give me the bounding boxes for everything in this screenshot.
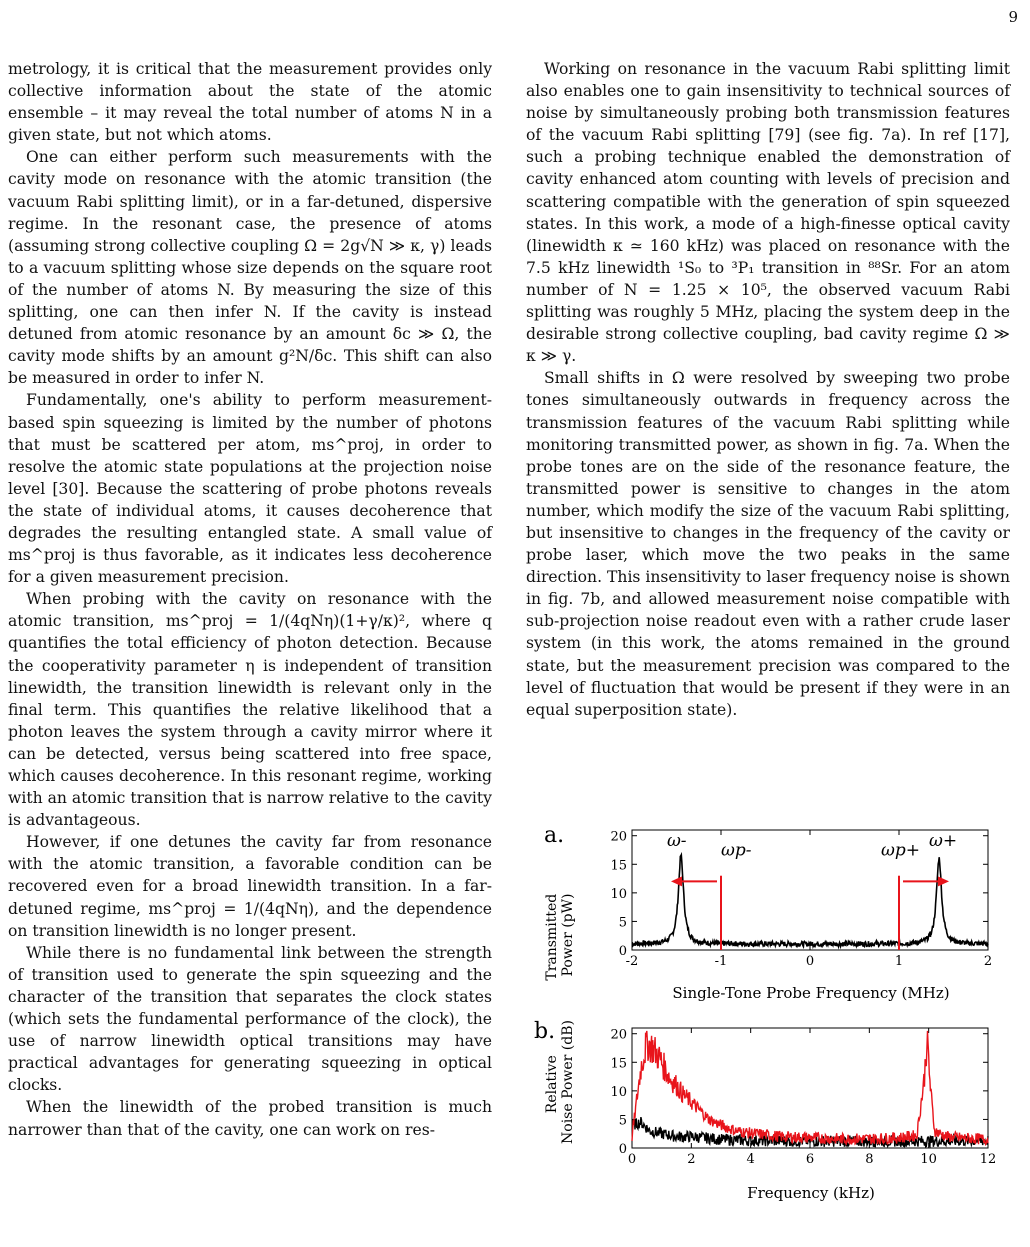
panel-a-label: a. <box>544 823 565 848</box>
paragraph: Small shifts in Ω were resolved by sweeping two probe tones simultaneously outwards in frequency across the transmission features of the vacuum Rabi splitting while monitoring transmitted power, as shown in fig. 7a. When the probe tones are on the side of the resonance feature, the transmitted power is sensitive to changes in the atom number, which modify the size of the vacuum Rabi splitting, but insensitive to changes in the frequency of the cavity or probe laser, which move the two peaks in the same direction. This insensitivity to laser frequency noise is shown in fig. 7b, and allowed measurement noise compatible with sub-projection noise readout even with a rather crude laser system (in this work, the atoms remained in the ground state, but the measurement precision was compared to the level of fluctuation that would be present if they were in an equal superposition state). <box>526 369 1010 719</box>
figure-svg <box>526 820 1026 1240</box>
x-tick-label: 2 <box>687 1152 696 1167</box>
page-number: 9 <box>1008 8 1018 26</box>
panel-a-ylabel-line2: Power (pW) <box>560 893 576 977</box>
transmission-trace <box>632 855 988 947</box>
probe-arrow-head <box>938 876 949 886</box>
paragraph: metrology, it is critical that the measurement provides only collective information about the state of the atomic ensemble – it may reveal the total number of atoms N in a given state, but not which atoms. <box>8 60 492 145</box>
x-tick-label: 4 <box>746 1152 755 1167</box>
panel-b-label: b. <box>534 1019 556 1044</box>
peak-label: ω+ <box>929 831 958 851</box>
paragraph: While there is no fundamental link between the strength of transition used to generate the spin squeezing and the character of the transition that separates the clock states (which sets the fundamental performance of the clock), the use of narrow linewidth optical transitions may have practical advantages for generating squeezing in optical clocks. <box>8 943 492 1095</box>
peak-label: ω- <box>666 831 687 851</box>
paragraph: Fundamentally, one's ability to perform measurement-based spin squeezing is limited by the number of photons that must be scattered per atom, ms^proj, in order to resolve the atomic state populations at the projection noise level [30]. Because the scattering of probe photons reveals the state of individual atoms, it causes decoherence that degrades the resulting entangled state. A small value of ms^proj is thus favorable, as it indicates less decoherence for a given measurement precision. <box>8 391 492 587</box>
right-column <box>526 58 1010 721</box>
paragraph: However, if one detunes the cavity far from resonance with the atomic transition, a favorable condition can be recovered even for a broad linewidth transition. In a far-detuned regime, ms^proj = 1/(4qNη), and the dependence on transition linewidth is no longer present. <box>8 833 492 940</box>
panel-a-plot <box>610 830 992 969</box>
y-tick-label: 15 <box>610 1056 627 1072</box>
y-tick-label: 15 <box>610 858 627 874</box>
panel-a-ylabel-line1: Transmitted <box>544 893 560 981</box>
panel-b-ylabel-line1: Relative <box>544 1055 560 1114</box>
noise-trace-red <box>632 1031 988 1145</box>
y-tick-label: 0 <box>618 944 627 959</box>
y-tick-label: 5 <box>618 1113 627 1129</box>
x-tick-label: -2 <box>625 954 639 969</box>
figure-7 <box>526 820 1026 1240</box>
panel-b-xlabel: Frequency (kHz) <box>747 1184 875 1202</box>
probe-marker-label: ωp- <box>721 840 752 861</box>
x-tick-label: 0 <box>627 1152 637 1167</box>
paragraph: When the linewidth of the probed transition is much narrower than that of the cavity, one can work on res- <box>8 1098 492 1139</box>
x-tick-label: 8 <box>865 1152 874 1167</box>
x-tick-label: 6 <box>805 1152 815 1167</box>
panel-a-xlabel: Single-Tone Probe Frequency (MHz) <box>672 984 950 1002</box>
y-tick-label: 5 <box>618 915 627 931</box>
panel-b-ylabel-line2: Noise Power (dB) <box>560 1020 576 1144</box>
x-tick-label: 1 <box>894 954 904 969</box>
panel-a-ylabel <box>544 889 576 980</box>
probe-marker-label: ωp+ <box>881 840 920 861</box>
x-tick-label: -1 <box>714 954 728 969</box>
x-tick-label: 0 <box>805 954 815 969</box>
x-tick-label: 12 <box>979 1152 997 1167</box>
panel-b-plot <box>610 1028 996 1167</box>
y-tick-label: 10 <box>610 1084 627 1100</box>
probe-arrow-head <box>671 876 682 886</box>
left-column <box>8 58 492 1141</box>
x-tick-label: 2 <box>983 954 993 969</box>
x-tick-label: 10 <box>920 1152 937 1167</box>
y-tick-label: 20 <box>610 829 627 845</box>
paragraph: When probing with the cavity on resonance with the atomic transition, ms^proj = 1/(4qNη)(1+γ/κ)², where q quantifies the total efficiency of photon detection. Because the cooperativity parameter η is independent of transition linewidth, the transition linewidth is relevant only in the final term. This quantifies the relative likelihood that a photon leaves the system through a cavity mirror where it can be detected, versus being scattered into free space, which causes decoherence. In this resonant regime, working with an atomic transition that is narrow relative to the cavity is advantageous. <box>8 590 492 830</box>
y-tick-label: 20 <box>610 1027 627 1043</box>
y-tick-label: 10 <box>610 886 627 902</box>
y-tick-label: 0 <box>618 1142 627 1157</box>
paragraph: One can either perform such measurements with the cavity mode on resonance with the atomic transition (the vacuum Rabi splitting limit), or in a far-detuned, dispersive regime. In the resonant case, the presence of atoms (assuming strong collective coupling Ω = 2g√N ≫ κ, γ) leads to a vacuum splitting whose size depends on the square root of the number of atoms N. By measuring the size of this splitting, one can then infer N. If the cavity is instead detuned from atomic resonance by an amount δc ≫ Ω, the cavity mode shifts by an amount g²N/δc. This shift can also be measured in order to infer N. <box>8 148 492 388</box>
paragraph: Working on resonance in the vacuum Rabi splitting limit also enables one to gain insensitivity to technical sources of noise by simultaneously probing both transmission features of the vacuum Rabi splitting [79] (see fig. 7a). In ref [17], such a probing technique enabled the demonstration of cavity enhanced atom counting with levels of precision and scattering compatible with the generation of spin squeezed states. In this work, a mode of a high-finesse optical cavity (linewidth κ ≃ 160 kHz) was placed on resonance with the 7.5 kHz linewidth ¹S₀ to ³P₁ transition in ⁸⁸Sr. For an atom number of N = 1.25 × 10⁵, the observed vacuum Rabi splitting was roughly 5 MHz, placing the system deep in the desirable strong collective coupling, bad cavity regime Ω ≫ κ ≫ γ. <box>526 60 1010 366</box>
